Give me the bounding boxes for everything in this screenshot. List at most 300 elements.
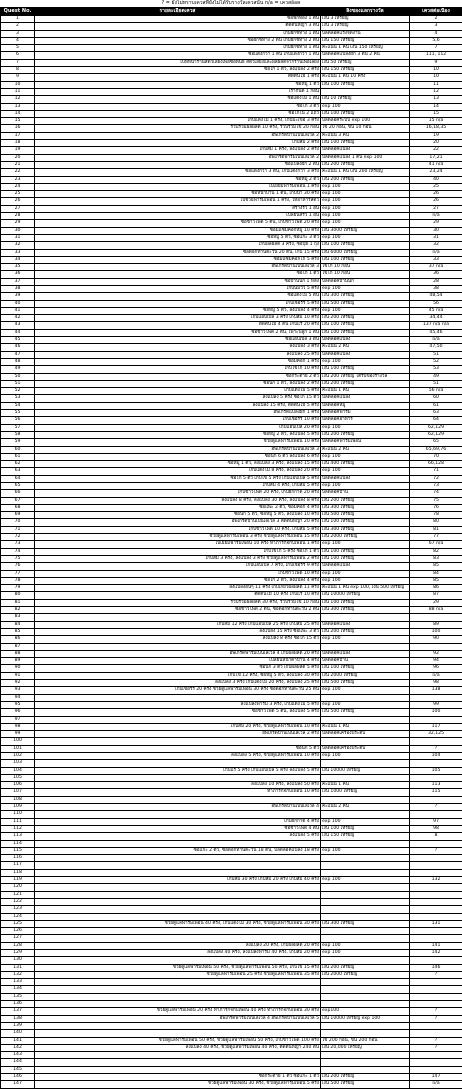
quest-next-cell: 80	[410, 519, 462, 526]
quest-no-cell: 98	[1, 723, 35, 730]
quest-reward-cell	[321, 1066, 410, 1073]
quest-reward-cell	[321, 774, 410, 781]
table-row	[1, 942, 462, 949]
quest-reward-cell: เงิน 6000 เหรียญ	[321, 249, 410, 256]
quest-detail-cell: เก็บส้ม 12 ครั้ง เก็บแอปเปิ้ล 25 ครั้ง เก็บส้ม 25 ครั้ง	[35, 621, 321, 628]
quest-reward-cell: เงิน 2000 เหรียญ	[321, 672, 410, 679]
quest-no-cell: 51	[1, 380, 35, 387]
quest-detail-cell: ซื้อหมู 2 ตัว, ลงแปลง 5 ครั้ง	[35, 431, 321, 438]
quest-reward-cell: ปลดล็อคแปลง	[321, 475, 410, 482]
quest-next-cell: 131	[410, 920, 462, 927]
quest-detail-cell: ซื้อข้าวโพด 5 ต้น, ลงแปลง 5 ครั้ง	[35, 709, 321, 716]
quest-detail-cell: อัพเกรดบ้านเป็นเลเวล 2 ครั้ง	[35, 731, 321, 738]
quest-detail-cell: ซื้อไก่ 1 ตัว	[35, 271, 321, 278]
quest-reward-cell: ปลดล็อคแปลง	[321, 650, 410, 657]
quest-no-cell: 147	[1, 1081, 35, 1088]
quest-detail-cell: สร้างรั้ว 1 อัน	[35, 205, 321, 212]
quest-next-cell: 100	[410, 628, 462, 635]
quest-no-cell: 146	[1, 1074, 35, 1081]
table-row	[1, 191, 462, 198]
quest-next-cell: 99	[410, 701, 462, 708]
quest-no-cell: 127	[1, 935, 35, 942]
quest-no-cell: 138	[1, 1015, 35, 1022]
quest-detail-cell: ตัดต้นไม้ 10 ครั้ง เก็บแร่ 10 ครั้ง	[35, 592, 321, 599]
table-row	[1, 285, 462, 292]
table-row	[1, 504, 462, 511]
quest-next-cell: 63	[410, 410, 462, 417]
quest-next-cell	[410, 738, 462, 745]
quest-next-cell: ?	[410, 1008, 462, 1015]
quest-detail-cell: เก็บส้ม 20 ครั้ง, ช่วยดูแลฟาร์มเพื่อน 10 ครั้ง	[35, 723, 321, 730]
quest-next-cell: 56	[410, 300, 462, 307]
quest-no-cell: 50	[1, 373, 35, 380]
table-row	[1, 45, 462, 52]
quest-no-cell: 29	[1, 220, 35, 227]
quest-next-cell	[410, 928, 462, 935]
quest-detail-cell	[35, 643, 321, 650]
table-row	[1, 519, 462, 526]
table-row	[1, 592, 462, 599]
table-row	[1, 461, 462, 468]
quest-next-cell: 12	[410, 88, 462, 95]
quest-detail-cell: ซื้อข้าวโพด 5 ต้น, เก็บข้าวโพด 20 ครั้ง	[35, 220, 321, 227]
quest-rows	[1, 16, 462, 1089]
quest-detail-cell: เปลี่ยนสีรั้ว 1 อัน	[35, 213, 321, 220]
table-row	[1, 169, 462, 176]
quest-next-cell: 38	[410, 285, 462, 292]
quest-reward-cell: คะแนน 3 คน	[321, 132, 410, 139]
table-row	[1, 351, 462, 358]
table-row	[1, 1001, 462, 1008]
quest-next-cell: 34,44	[410, 315, 462, 322]
quest-reward-cell: เงิน 100 เหรียญ	[321, 599, 410, 606]
quest-reward-cell: ปลดล็อคหมู	[321, 402, 410, 409]
table-row	[1, 110, 462, 117]
quest-reward-cell: เงิน 400 เหรียญ	[321, 461, 410, 468]
quest-next-cell	[410, 1022, 462, 1029]
quest-next-cell: 14	[410, 103, 462, 110]
quest-reward-cell	[321, 1059, 410, 1066]
quest-no-cell: 26	[1, 198, 35, 205]
quest-reward-cell: เงิน 100 เหรียญ	[321, 322, 410, 329]
quest-detail-cell: รวบรวมผลผลิต 30 ครั้ง, รวบรวมไข่ 10 ก่อน	[35, 599, 321, 606]
table-row	[1, 322, 462, 329]
quest-no-cell: 21	[1, 161, 35, 168]
quest-no-cell: 46	[1, 344, 35, 351]
quest-no-cell: 61	[1, 453, 35, 460]
table-row	[1, 767, 462, 774]
table-row	[1, 687, 462, 694]
quest-no-cell: 86	[1, 636, 35, 643]
quest-next-cell: 74	[410, 490, 462, 497]
quest-detail-cell: ซื้อหมู 2 ตัว	[35, 176, 321, 183]
quest-next-cell: 86	[410, 585, 462, 592]
quest-no-cell: 107	[1, 789, 35, 796]
quest-reward-cell: เงิน 150 เหรียญ	[321, 833, 410, 840]
quest-next-cell: 84	[410, 570, 462, 577]
quest-detail-cell: ซื้อข้าวโพด 2 ต้น, เพาะปลูก 1 ต้น	[35, 329, 321, 336]
quest-next-cell: 66,128	[410, 461, 462, 468]
quest-no-cell: 31	[1, 234, 35, 241]
quest-table	[0, 7, 462, 1089]
quest-next-cell: n/a	[410, 672, 462, 679]
table-row	[1, 847, 462, 854]
quest-detail-cell	[35, 898, 321, 905]
quest-next-cell: n/a	[410, 249, 462, 256]
quest-detail-cell: เก็บแตงโม 8 ครั้ง, ลงแปลง 20 ครั้ง	[35, 468, 321, 475]
quest-no-cell: 25	[1, 191, 35, 198]
quest-no-cell: 2	[1, 23, 35, 30]
quest-detail-cell: ซื้อแปลงผัก 2 ต้น	[35, 161, 321, 168]
quest-next-cell: 45 n/a	[410, 307, 462, 314]
quest-no-cell: 58	[1, 431, 35, 438]
quest-no-cell: 122	[1, 898, 35, 905]
quest-next-cell: 10	[410, 74, 462, 81]
quest-no-cell: 113	[1, 833, 35, 840]
table-row	[1, 964, 462, 971]
quest-reward-cell: exp 100	[321, 234, 410, 241]
quest-detail-cell: ซื้อกระต่าย 2 ตัว	[35, 373, 321, 380]
quest-reward-cell	[321, 869, 410, 876]
quest-detail-cell	[35, 840, 321, 847]
quest-next-cell: 70	[410, 453, 462, 460]
quest-reward-cell: เงิน 1000 เหรียญ	[321, 789, 410, 796]
quest-no-cell: 43	[1, 322, 35, 329]
quest-next-cell: 75	[410, 497, 462, 504]
quest-detail-cell: อัพเกรดแปลงผัก 1 ครั้ง	[35, 410, 321, 417]
quest-detail-cell: อัพเกรดฟาร์มเป็นเลเวล 4 อัพเกรดบ้านเป็นเลเวล 5	[35, 1015, 321, 1022]
quest-detail-cell: ช่วยดูแลฟาร์มเพื่อน 10 ครั้ง	[35, 439, 321, 446]
quest-detail-cell: ซื้อข้าวโพด 4 ต้น	[35, 825, 321, 832]
quest-detail-cell: ซื้อข้าวโพด 2 ต้น, ซื้อดอกทานตะวัน 2 ต้น	[35, 607, 321, 614]
quest-next-cell: 117	[410, 723, 462, 730]
quest-no-cell: 96	[1, 709, 35, 716]
quest-detail-cell: ลงแปลงอื่นๆ 11 ครั้ง เก็บเกี่ยวผลผลิต 11 ครั้ง	[35, 585, 321, 592]
table-row	[1, 884, 462, 891]
quest-reward-cell: exp 100	[321, 701, 410, 708]
quest-no-cell: 78	[1, 577, 35, 584]
quest-next-cell: 25	[410, 183, 462, 190]
table-row	[1, 607, 462, 614]
quest-no-cell: 48	[1, 358, 35, 365]
quest-reward-cell: คะแนน 1 คน เงิน 150 เหรียญ	[321, 45, 410, 52]
table-row	[1, 840, 462, 847]
quest-reward-cell: exp 100	[321, 307, 410, 314]
quest-no-cell: 38	[1, 285, 35, 292]
quest-reward-cell: เงิน 300 เหรียญ	[321, 293, 410, 300]
table-row	[1, 891, 462, 898]
quest-detail-cell: ช่วยดูแลฟาร์มเพื่อน 50 ครั้ง, ช่วยดูแลฟาร์มเพื่อน 50 ครั้ง, เก็บข้าวโพด 100 ครั้ง	[35, 1037, 321, 1044]
quest-reward-cell	[321, 1030, 410, 1037]
quest-reward-cell	[321, 891, 410, 898]
quest-no-cell: 118	[1, 869, 35, 876]
quest-detail-cell	[35, 935, 321, 942]
quest-no-cell: 67	[1, 497, 35, 504]
quest-reward-cell: เงิน 100 เหรียญ	[321, 555, 410, 562]
quest-next-cell: 26	[410, 198, 462, 205]
quest-no-cell: 22	[1, 169, 35, 176]
table-row	[1, 694, 462, 701]
quest-detail-cell: ซื้อหน้าบาน 1 ต้น, เก็บน้ำ 30 ครั้ง	[35, 191, 321, 198]
quest-no-cell: 11	[1, 88, 35, 95]
table-row	[1, 220, 462, 227]
table-row	[1, 431, 462, 438]
table-row	[1, 796, 462, 803]
header-row	[1, 8, 462, 16]
quest-no-cell: 52	[1, 388, 35, 395]
quest-reward-cell: คะแนน 1 คน	[321, 388, 410, 395]
quest-no-cell: 91	[1, 672, 35, 679]
quest-detail-cell: ซ่อมคอก 1 ครั้ง	[35, 358, 321, 365]
quest-reward-cell: เงิน 150 เหรียญ	[321, 37, 410, 44]
table-row	[1, 176, 462, 183]
quest-next-cell: 40	[410, 176, 462, 183]
quest-detail-cell: ลงแปลง 3 ครั้ง	[35, 344, 321, 351]
quest-detail-cell: ลงแปลง 20 ครั้ง, เก็บผลผลิต 20 ครั้ง	[35, 942, 321, 949]
quest-no-cell: 126	[1, 928, 35, 935]
table-row	[1, 563, 462, 570]
quest-next-cell: 28	[410, 278, 462, 285]
quest-detail-cell: เก็บส้ม 2 ครั้ง	[35, 140, 321, 147]
table-row	[1, 315, 462, 322]
quest-next-cell	[410, 979, 462, 986]
quest-no-cell: 6	[1, 52, 35, 59]
quest-next-cell: 51	[410, 380, 462, 387]
quest-no-cell: 53	[1, 395, 35, 402]
quest-detail-cell: เก็บแตงโม 1 ครั้ง, เก็บมะเขือ 3 ครั้ง	[35, 118, 321, 125]
quest-detail-cell: เปลี่ยนหน้าตาบ้าน 4 ครั้ง	[35, 658, 321, 665]
quest-next-cell: 4	[410, 30, 462, 37]
quest-next-cell	[410, 935, 462, 942]
quest-reward-cell: เงิน 100 เหรียญ	[321, 256, 410, 263]
table-row	[1, 825, 462, 832]
quest-no-cell: 56	[1, 417, 35, 424]
quest-next-cell: ?	[410, 804, 462, 811]
quest-reward-cell: exp 100	[321, 847, 410, 854]
quest-reward-cell: เงิน 500 เหรียญ	[321, 512, 410, 519]
quest-no-cell: 85	[1, 628, 35, 635]
quest-detail-cell: ช่วยดูแลฟาร์มเพื่อน 3 ครั้ง ช่วยดูแลฟาร์มเพื่อน 15 ครั้ง	[35, 534, 321, 541]
quest-detail-cell: เก็บแอปเปิ้ล 3 ครั้ง เก็บส้ม 10 ครั้ง	[35, 315, 321, 322]
quest-next-cell: 5,6	[410, 37, 462, 44]
quest-reward-cell: ปลดล็อคแปลง	[321, 147, 410, 154]
quest-detail-cell: รวบรวมผลผลิต 10 ครั้ง, รวบรวมไข่ 20 ก่อน	[35, 125, 321, 132]
quest-no-cell: 72	[1, 534, 35, 541]
table-row	[1, 1059, 462, 1066]
quest-no-cell: 18	[1, 140, 35, 147]
table-row	[1, 541, 462, 548]
quest-reward-cell: exp 100	[321, 950, 410, 957]
quest-no-cell: 79	[1, 585, 35, 592]
quest-reward-cell: ปลดล็อคแปลง	[321, 337, 410, 344]
quest-detail-cell	[35, 796, 321, 803]
quest-no-cell: 137	[1, 1008, 35, 1015]
quest-reward-cell: exp 100	[321, 213, 410, 220]
quest-no-cell: 39	[1, 293, 35, 300]
quest-detail-cell: ลงแปลง 15 ครั้ง ซื้อแพะ 3 ตัว	[35, 628, 321, 635]
quest-next-cell	[410, 1030, 462, 1037]
quest-next-cell: 13	[410, 96, 462, 103]
quest-no-cell: 37	[1, 278, 35, 285]
quest-detail-cell: ลงแปลง 8 ครั้ง ซื้อไก่ 15 ตัว	[35, 636, 321, 643]
quest-next-cell	[410, 898, 462, 905]
quest-reward-cell: เงิน 200 เหรียญ ได้รับของรางวัล	[321, 373, 410, 380]
table-row	[1, 599, 462, 606]
quest-next-cell	[410, 1052, 462, 1059]
quest-no-cell: 143	[1, 1052, 35, 1059]
quest-reward-cell: ปลดล็อคแรงจัดงาน	[321, 30, 410, 37]
quest-next-cell: 65,69,76	[410, 446, 462, 453]
quest-detail-cell: เก็บส้ม 30 ครั้ง เก็บส้ม 20 ครั้ง เก็บส้ม 40 ครั้ง	[35, 877, 321, 884]
table-row	[1, 526, 462, 533]
quest-next-cell	[410, 774, 462, 781]
table-row	[1, 855, 462, 862]
quest-no-cell: 121	[1, 891, 35, 898]
table-row	[1, 30, 462, 37]
quest-detail-cell: ลงแปลง 5 ครั้ง, ช่วยดูแลฟาร์มเพื่อน 10 ครั้ง	[35, 752, 321, 759]
quest-reward-cell: เงิน 200 เหรียญ	[321, 1074, 410, 1081]
table-row	[1, 344, 462, 351]
quest-no-cell: 20	[1, 154, 35, 161]
table-row	[1, 877, 462, 884]
table-row	[1, 1037, 462, 1044]
quest-reward-cell	[321, 694, 410, 701]
quest-next-cell	[410, 884, 462, 891]
quest-next-cell: 29	[410, 220, 462, 227]
quest-detail-cell: ซื้อผักชีทาง 2 ต้น เก็บผักชีทาง 2 ต้น	[35, 37, 321, 44]
table-row	[1, 636, 462, 643]
quest-reward-cell: เงิน 200 เหรียญ	[321, 497, 410, 504]
quest-no-cell: 105	[1, 774, 35, 781]
quest-detail-cell: ซื้อบ้านนก 1 หลัง	[35, 278, 321, 285]
quest-no-cell: 23	[1, 176, 35, 183]
table-row	[1, 358, 462, 365]
quest-no-cell: 134	[1, 986, 35, 993]
quest-next-cell: 3	[410, 23, 462, 30]
table-row	[1, 453, 462, 460]
quest-detail-cell: เก็บข้าวโพด 10 ครั้ง, เก็บส้ม 5 ครั้ง	[35, 526, 321, 533]
quest-no-cell: 57	[1, 424, 35, 431]
quest-no-cell: 8	[1, 67, 35, 74]
quest-reward-cell: เงิน 200 เหรียญ	[321, 176, 410, 183]
table-row	[1, 213, 462, 220]
quest-next-cell	[410, 855, 462, 862]
quest-next-cell: 76	[410, 504, 462, 511]
quest-next-cell: 111, 112	[410, 52, 462, 59]
quest-reward-cell: เงิน 100 เหรียญ	[321, 140, 410, 147]
quest-reward-cell: เงิน 3 เหรียญ	[321, 16, 410, 23]
quest-no-cell: 55	[1, 410, 35, 417]
quest-next-cell	[410, 694, 462, 701]
table-row	[1, 380, 462, 387]
table-row	[1, 709, 462, 716]
quest-next-cell: 36	[410, 271, 462, 278]
table-row	[1, 760, 462, 767]
quest-next-cell	[410, 891, 462, 898]
table-row	[1, 439, 462, 446]
table-row	[1, 680, 462, 687]
table-row	[1, 577, 462, 584]
quest-no-cell: 142	[1, 1044, 35, 1051]
table-row	[1, 731, 462, 738]
quest-reward-cell	[321, 614, 410, 621]
quest-reward-cell: เงิน 20,000 เหรียญ	[321, 1044, 410, 1051]
table-row	[1, 1008, 462, 1015]
quest-detail-cell: เก็บผักชีทาง 1 ต้น	[35, 30, 321, 37]
quest-no-cell: 54	[1, 402, 35, 409]
quest-next-cell: 49	[410, 373, 462, 380]
quest-detail-cell: ซื้อแตงกวา 3 ต้น, เก็บแตงกวา 3 ครั้ง	[35, 169, 321, 176]
quest-no-cell: 77	[1, 570, 35, 577]
table-row	[1, 818, 462, 825]
quest-next-cell: 8	[410, 833, 462, 840]
quest-next-cell: 77	[410, 534, 462, 541]
table-row	[1, 81, 462, 88]
quest-next-cell: 60	[410, 395, 462, 402]
quest-detail-cell: อัพเกรดฟาร์มเป็นเลเวล 4 เก็บผลผลิต 20 ครั้ง	[35, 650, 321, 657]
quest-next-cell: 67 n/a	[410, 541, 462, 548]
table-row	[1, 103, 462, 110]
table-row	[1, 475, 462, 482]
quest-no-cell: 60	[1, 446, 35, 453]
quest-no-cell: 42	[1, 315, 35, 322]
quest-detail-cell: อัพเกรดบ้านเป็นเลเวล 3 ตัดต้นหญ้า 20 ครั้ง	[35, 519, 321, 526]
quest-no-cell: 65	[1, 483, 35, 490]
quest-reward-cell: เงิน 300 เหรียญ	[321, 504, 410, 511]
quest-next-cell: 92	[410, 650, 462, 657]
quest-reward-cell: exp 100	[321, 687, 410, 694]
quest-reward-cell: exp 100	[321, 577, 410, 584]
header-reward: สิ่งของแลกรางวัล	[321, 8, 410, 16]
quest-no-cell: 116	[1, 855, 35, 862]
quest-no-cell: 94	[1, 694, 35, 701]
quest-detail-cell: ซ่อมแซมคอกไก่ 5 ครั้ง	[35, 256, 321, 263]
table-row	[1, 745, 462, 752]
quest-next-cell: 27	[410, 205, 462, 212]
quest-next-cell: 147	[410, 1074, 462, 1081]
quest-detail-cell: ลงแปลง 40 ครั้ง, ช่วยดูแลฟาร์มเพื่อน 40 ครั้ง, ตัดต้นหญ้า 240 ต้น	[35, 1044, 321, 1051]
quest-no-cell: 36	[1, 271, 35, 278]
table-row	[1, 738, 462, 745]
quest-next-cell	[410, 760, 462, 767]
table-row	[1, 614, 462, 621]
quest-next-cell: 73	[410, 483, 462, 490]
quest-next-cell: 85	[410, 563, 462, 570]
table-row	[1, 468, 462, 475]
quest-no-cell: 114	[1, 840, 35, 847]
table-row	[1, 271, 462, 278]
quest-detail-cell: ซ่อมแซมคอกหมู 10 ครั้ง	[35, 227, 321, 234]
quest-no-cell: 82	[1, 607, 35, 614]
quest-no-cell: 41	[1, 307, 35, 314]
quest-no-cell: 76	[1, 563, 35, 570]
quest-no-cell: 4	[1, 37, 35, 44]
quest-no-cell: 92	[1, 680, 35, 687]
quest-detail-cell	[35, 986, 321, 993]
quest-next-cell	[410, 643, 462, 650]
quest-reward-cell	[321, 993, 410, 1000]
quest-no-cell: 87	[1, 643, 35, 650]
quest-detail-cell: ซื้อแพะ 2 ตัว, ซ่อมคอก 4 ครั้ง	[35, 504, 321, 511]
quest-reward-cell: ปลดล็อคบ้าน	[321, 490, 410, 497]
quest-no-cell: 71	[1, 526, 35, 533]
quest-reward-cell	[321, 1022, 410, 1029]
quest-reward-cell	[321, 88, 410, 95]
quest-next-cell: 33	[410, 256, 462, 263]
quest-next-cell: 62,129	[410, 424, 462, 431]
quest-detail-cell: ลงแปลง 15 ครั้ง, ตัดต้นไม้ 5 ครั้ง	[35, 402, 321, 409]
table-row	[1, 585, 462, 592]
